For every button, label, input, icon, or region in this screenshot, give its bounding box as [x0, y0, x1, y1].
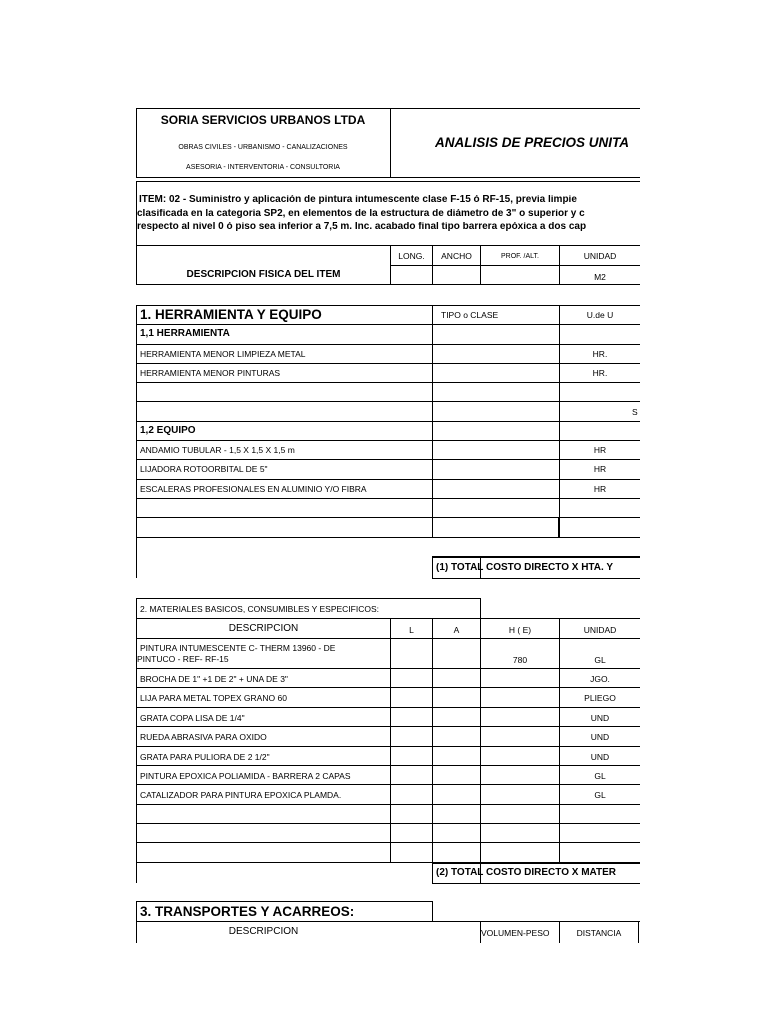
mat-row-8-desc: CATALIZADOR PARA PINTURA EPOXICA PLAMDA.	[140, 791, 342, 800]
mat-row-7-desc: PINTURA EPOXICA POLIAMIDA - BARRERA 2 CAPAS	[140, 772, 351, 781]
mat-row-4-unit: UND	[590, 714, 610, 723]
mat-row-1-unit: GL	[594, 656, 606, 665]
col-unidad: UNIDAD	[583, 252, 617, 261]
equipo-row-2-desc: LIJADORA ROTOORBITAL DE 5"	[140, 465, 268, 474]
total-herramienta: (1) TOTAL COSTO DIRECTO X HTA. Y	[436, 563, 614, 573]
company-name: SORIA SERVICIOS URBANOS LTDA	[160, 114, 366, 126]
section-2-title: 2. MATERIALES BASICOS, CONSUMIBLES Y ESPECIFICOS:	[140, 605, 380, 614]
item-text-line-3: respecto al nivel 0 ó piso sea inferior a 7,5 m. Inc. acabado final tipo barrera epóxica a dos cap	[137, 222, 587, 232]
col-ancho: ANCHO	[441, 252, 472, 261]
col-ude-u: U.de U	[586, 311, 614, 320]
company-line-2: ASESORIA - INTERVENTORIA - CONSULTORIA	[186, 164, 340, 171]
mat-row-1-desc-b: PINTUCO - REF- RF-15	[137, 655, 229, 664]
herramienta-row-1-desc: HERRAMIENTA MENOR LIMPIEZA METAL	[140, 350, 306, 359]
sub-equipo: 1,2 EQUIPO	[140, 426, 196, 436]
mat-row-7-unit: GL	[594, 772, 606, 781]
mat-col-l: L	[409, 626, 414, 635]
herramienta-row-2-desc: HERRAMIENTA MENOR PINTURAS	[140, 369, 281, 378]
herramienta-row-2-unit: HR.	[592, 369, 608, 378]
mat-row-1-h: 780	[512, 656, 528, 665]
mat-row-3-unit: PLIEGO	[584, 694, 616, 703]
descripcion-fisica-label: DESCRIPCION FISICA DEL ITEM	[186, 270, 341, 280]
section-3-title: 3. TRANSPORTES Y ACARREOS:	[140, 905, 355, 919]
company-line-1: OBRAS CIVILES - URBANISMO - CANALIZACIONES	[178, 144, 348, 151]
col-long: LONG.	[398, 252, 425, 261]
trans-col-dist: DISTANCIA	[576, 929, 622, 938]
mat-row-8-unit: GL	[594, 791, 606, 800]
herramienta-row-1-unit: HR.	[592, 350, 608, 359]
edge-letter: S	[632, 408, 638, 417]
mat-row-1-desc-a: PINTURA INTUMESCENTE C- THERM 13960 - DE	[140, 644, 336, 653]
mat-row-6-unit: UND	[590, 753, 610, 762]
sub-herramienta: 1,1 HERRAMIENTA	[140, 329, 230, 339]
total-materiales: (2) TOTAL COSTO DIRECTO X MATER	[436, 868, 617, 878]
mat-col-unidad: UNIDAD	[583, 626, 617, 635]
mat-row-5-unit: UND	[590, 733, 610, 742]
mat-col-a: A	[453, 626, 460, 635]
item-text-line-1: ITEM: 02 - Suministro y aplicación de pintura intumescente clase F-15 ó RF-15, previa limpie	[139, 195, 577, 205]
trans-col-desc: DESCRIPCION	[228, 927, 299, 937]
col-prof: PROF. /ALT.	[501, 253, 539, 260]
mat-row-4-desc: GRATA COPA LISA DE 1/4"	[140, 714, 245, 723]
mat-row-5-desc: RUEDA ABRASIVA PARA OXIDO	[140, 733, 267, 742]
mat-row-3-desc: LIJA PARA METAL TOPEX GRANO 60	[140, 694, 287, 703]
trans-col-vol: VOLUMEN-PESO	[481, 929, 550, 938]
mat-row-2-unit: JGO.	[590, 675, 610, 684]
equipo-row-3-unit: HR	[593, 485, 607, 494]
col-tipo-clase: TIPO o CLASE	[441, 311, 499, 320]
mat-col-desc: DESCRIPCION	[228, 624, 299, 634]
equipo-row-1-unit: HR	[593, 446, 607, 455]
mat-row-6-desc: GRATA PARA PULIORA DE 2 1/2"	[140, 753, 270, 762]
mat-row-2-desc: BROCHA DE 1" +1 DE 2" + UNA DE 3"	[140, 675, 288, 684]
equipo-row-2-unit: HR	[593, 465, 607, 474]
item-text-line-2: clasificada en la categoria SP2, en elementos de la estructura de diámetro de 3" o superior y c	[137, 209, 585, 219]
unidad-value: M2	[594, 273, 606, 282]
equipo-row-1-desc: ANDAMIO TUBULAR - 1,5 X 1,5 X 1,5 m	[140, 446, 295, 455]
section-1-title: 1. HERRAMIENTA Y EQUIPO	[140, 308, 322, 322]
equipo-row-3-desc: ESCALERAS PROFESIONALES EN ALUMINIO Y/O FIBRA	[140, 485, 367, 494]
document-title: ANALISIS DE PRECIOS UNITA	[435, 136, 630, 150]
mat-col-h: H ( E)	[508, 626, 532, 635]
